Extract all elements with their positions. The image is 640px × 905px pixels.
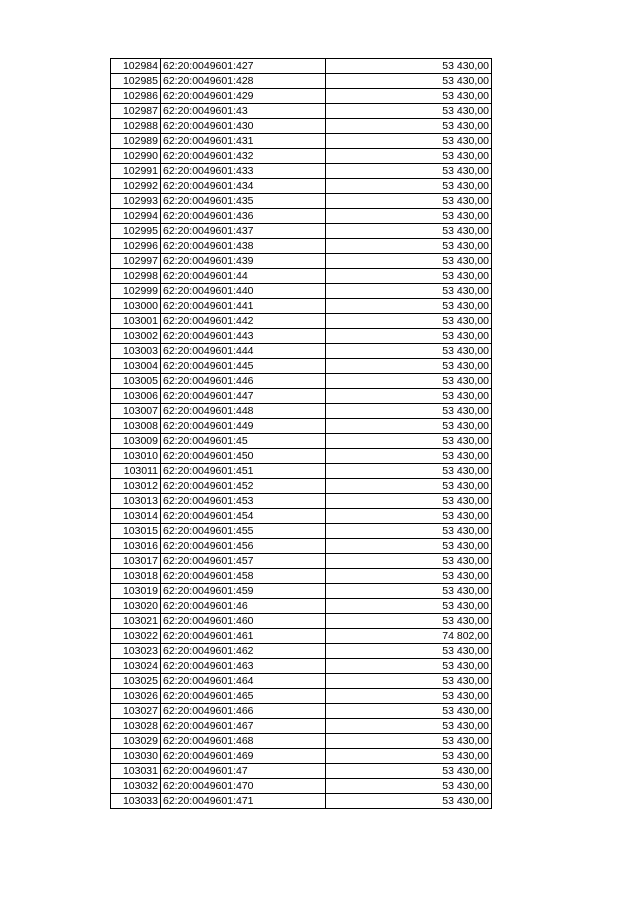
cadastral-value-cell: 53 430,00 <box>326 689 492 704</box>
row-id-cell: 103021 <box>111 614 161 629</box>
cadastral-number-cell: 62:20:0049601:465 <box>161 689 326 704</box>
cadastral-number-cell: 62:20:0049601:442 <box>161 314 326 329</box>
cadastral-value-cell: 53 430,00 <box>326 374 492 389</box>
cadastral-number-cell: 62:20:0049601:438 <box>161 239 326 254</box>
cadastral-number-cell: 62:20:0049601:447 <box>161 389 326 404</box>
table-row <box>111 359 492 374</box>
row-id-cell: 103006 <box>111 389 161 404</box>
row-id-cell: 102990 <box>111 149 161 164</box>
table-row <box>111 119 492 134</box>
row-id-cell: 102996 <box>111 239 161 254</box>
cadastral-number-cell: 62:20:0049601:461 <box>161 629 326 644</box>
cadastral-number-cell: 62:20:0049601:467 <box>161 719 326 734</box>
cadastral-value-cell: 53 430,00 <box>326 704 492 719</box>
cadastral-value-cell: 53 430,00 <box>326 404 492 419</box>
table-row <box>111 749 492 764</box>
table-row <box>111 374 492 389</box>
row-id-cell: 103011 <box>111 464 161 479</box>
cadastral-number-cell: 62:20:0049601:47 <box>161 764 326 779</box>
cadastral-value-cell: 53 430,00 <box>326 779 492 794</box>
table-row <box>111 614 492 629</box>
row-id-cell: 103017 <box>111 554 161 569</box>
row-id-cell: 103001 <box>111 314 161 329</box>
cadastral-value-cell: 53 430,00 <box>326 284 492 299</box>
table-row <box>111 434 492 449</box>
cadastral-number-cell: 62:20:0049601:441 <box>161 299 326 314</box>
table-row <box>111 794 492 809</box>
row-id-cell: 102987 <box>111 104 161 119</box>
table-row <box>111 689 492 704</box>
cadastral-number-cell: 62:20:0049601:430 <box>161 119 326 134</box>
table-row <box>111 389 492 404</box>
cadastral-number-cell: 62:20:0049601:455 <box>161 524 326 539</box>
cadastral-value-cell: 53 430,00 <box>326 764 492 779</box>
document-page <box>110 58 492 809</box>
cadastral-number-cell: 62:20:0049601:444 <box>161 344 326 359</box>
cadastral-number-cell: 62:20:0049601:471 <box>161 794 326 809</box>
cadastral-value-cell: 53 430,00 <box>326 539 492 554</box>
cadastral-value-cell: 53 430,00 <box>326 134 492 149</box>
cadastral-value-cell: 53 430,00 <box>326 524 492 539</box>
row-id-cell: 102998 <box>111 269 161 284</box>
row-id-cell: 103028 <box>111 719 161 734</box>
cadastral-number-cell: 62:20:0049601:453 <box>161 494 326 509</box>
cadastral-number-cell: 62:20:0049601:427 <box>161 59 326 74</box>
cadastral-number-cell: 62:20:0049601:450 <box>161 449 326 464</box>
cadastral-value-cell: 53 430,00 <box>326 449 492 464</box>
row-id-cell: 103003 <box>111 344 161 359</box>
cadastral-number-cell: 62:20:0049601:46 <box>161 599 326 614</box>
cadastral-number-cell: 62:20:0049601:432 <box>161 149 326 164</box>
cadastral-number-cell: 62:20:0049601:463 <box>161 659 326 674</box>
cadastral-value-cell: 53 430,00 <box>326 254 492 269</box>
cadastral-number-cell: 62:20:0049601:439 <box>161 254 326 269</box>
cadastral-value-cell: 53 430,00 <box>326 164 492 179</box>
table-row <box>111 269 492 284</box>
cadastral-number-cell: 62:20:0049601:452 <box>161 479 326 494</box>
row-id-cell: 103015 <box>111 524 161 539</box>
table-row <box>111 644 492 659</box>
row-id-cell: 103008 <box>111 419 161 434</box>
cadastral-number-cell: 62:20:0049601:469 <box>161 749 326 764</box>
row-id-cell: 102984 <box>111 59 161 74</box>
row-id-cell: 103022 <box>111 629 161 644</box>
cadastral-value-cell: 53 430,00 <box>326 614 492 629</box>
row-id-cell: 103007 <box>111 404 161 419</box>
row-id-cell: 102992 <box>111 179 161 194</box>
cadastral-number-cell: 62:20:0049601:446 <box>161 374 326 389</box>
table-row <box>111 179 492 194</box>
row-id-cell: 103031 <box>111 764 161 779</box>
table-row <box>111 584 492 599</box>
cadastral-number-cell: 62:20:0049601:449 <box>161 419 326 434</box>
row-id-cell: 103025 <box>111 674 161 689</box>
cadastral-number-cell: 62:20:0049601:468 <box>161 734 326 749</box>
row-id-cell: 103023 <box>111 644 161 659</box>
row-id-cell: 103027 <box>111 704 161 719</box>
cadastral-value-cell: 53 430,00 <box>326 224 492 239</box>
table-row <box>111 194 492 209</box>
cadastral-value-cell: 53 430,00 <box>326 434 492 449</box>
cadastral-value-cell: 53 430,00 <box>326 329 492 344</box>
cadastral-number-cell: 62:20:0049601:454 <box>161 509 326 524</box>
row-id-cell: 102985 <box>111 74 161 89</box>
table-row <box>111 239 492 254</box>
table-row <box>111 134 492 149</box>
table-row <box>111 509 492 524</box>
cadastral-value-cell: 53 430,00 <box>326 89 492 104</box>
table-row <box>111 659 492 674</box>
cadastral-value-cell: 53 430,00 <box>326 389 492 404</box>
row-id-cell: 103018 <box>111 569 161 584</box>
cadastral-value-cell: 53 430,00 <box>326 734 492 749</box>
table-row <box>111 329 492 344</box>
cadastral-number-cell: 62:20:0049601:436 <box>161 209 326 224</box>
row-id-cell: 102988 <box>111 119 161 134</box>
cadastral-number-cell: 62:20:0049601:466 <box>161 704 326 719</box>
cadastral-number-cell: 62:20:0049601:45 <box>161 434 326 449</box>
table-row <box>111 149 492 164</box>
cadastral-value-cell: 53 430,00 <box>326 104 492 119</box>
table-row <box>111 74 492 89</box>
table-row <box>111 419 492 434</box>
table-row <box>111 104 492 119</box>
table-row <box>111 479 492 494</box>
table-row <box>111 59 492 74</box>
row-id-cell: 102997 <box>111 254 161 269</box>
table-row <box>111 629 492 644</box>
row-id-cell: 103020 <box>111 599 161 614</box>
row-id-cell: 103000 <box>111 299 161 314</box>
row-id-cell: 102989 <box>111 134 161 149</box>
table-row <box>111 404 492 419</box>
row-id-cell: 103030 <box>111 749 161 764</box>
table-row <box>111 164 492 179</box>
cadastral-value-cell: 53 430,00 <box>326 269 492 284</box>
cadastral-value-cell: 53 430,00 <box>326 554 492 569</box>
table-row <box>111 524 492 539</box>
cadastral-value-cell: 53 430,00 <box>326 119 492 134</box>
row-id-cell: 103005 <box>111 374 161 389</box>
row-id-cell: 103014 <box>111 509 161 524</box>
row-id-cell: 103024 <box>111 659 161 674</box>
row-id-cell: 102999 <box>111 284 161 299</box>
cadastral-number-cell: 62:20:0049601:437 <box>161 224 326 239</box>
cadastral-value-cell: 53 430,00 <box>326 479 492 494</box>
cadastral-number-cell: 62:20:0049601:429 <box>161 89 326 104</box>
cadastral-value-cell: 53 430,00 <box>326 359 492 374</box>
table-row <box>111 299 492 314</box>
cadastral-number-cell: 62:20:0049601:457 <box>161 554 326 569</box>
cadastral-value-cell: 53 430,00 <box>326 569 492 584</box>
cadastral-value-cell: 53 430,00 <box>326 194 492 209</box>
cadastral-value-cell: 53 430,00 <box>326 74 492 89</box>
cadastral-number-cell: 62:20:0049601:462 <box>161 644 326 659</box>
row-id-cell: 102986 <box>111 89 161 104</box>
cadastral-value-cell: 53 430,00 <box>326 464 492 479</box>
row-id-cell: 103029 <box>111 734 161 749</box>
table-row <box>111 254 492 269</box>
row-id-cell: 103016 <box>111 539 161 554</box>
cadastral-value-cell: 53 430,00 <box>326 749 492 764</box>
table-row <box>111 209 492 224</box>
cadastral-value-cell: 53 430,00 <box>326 209 492 224</box>
cadastral-value-cell: 53 430,00 <box>326 419 492 434</box>
cadastral-number-cell: 62:20:0049601:43 <box>161 104 326 119</box>
row-id-cell: 103026 <box>111 689 161 704</box>
cadastral-number-cell: 62:20:0049601:448 <box>161 404 326 419</box>
cadastral-number-cell: 62:20:0049601:434 <box>161 179 326 194</box>
row-id-cell: 103032 <box>111 779 161 794</box>
cadastral-value-cell: 53 430,00 <box>326 494 492 509</box>
row-id-cell: 103033 <box>111 794 161 809</box>
cadastral-number-cell: 62:20:0049601:435 <box>161 194 326 209</box>
cadastral-value-cell: 53 430,00 <box>326 584 492 599</box>
cadastral-value-cell: 53 430,00 <box>326 299 492 314</box>
cadastral-value-cell: 53 430,00 <box>326 314 492 329</box>
table-body <box>111 59 492 809</box>
cadastral-number-cell: 62:20:0049601:464 <box>161 674 326 689</box>
table-row <box>111 224 492 239</box>
row-id-cell: 102993 <box>111 194 161 209</box>
table-row <box>111 599 492 614</box>
cadastral-value-cell: 53 430,00 <box>326 644 492 659</box>
cadastral-value-cell: 53 430,00 <box>326 599 492 614</box>
cadastral-value-cell: 53 430,00 <box>326 659 492 674</box>
cadastral-value-cell: 53 430,00 <box>326 509 492 524</box>
cadastral-number-cell: 62:20:0049601:459 <box>161 584 326 599</box>
row-id-cell: 102995 <box>111 224 161 239</box>
table-row <box>111 284 492 299</box>
table-row <box>111 764 492 779</box>
table-row <box>111 734 492 749</box>
row-id-cell: 103002 <box>111 329 161 344</box>
row-id-cell: 103010 <box>111 449 161 464</box>
row-id-cell: 102991 <box>111 164 161 179</box>
table-row <box>111 494 492 509</box>
cadastral-number-cell: 62:20:0049601:428 <box>161 74 326 89</box>
cadastral-number-cell: 62:20:0049601:443 <box>161 329 326 344</box>
table-row <box>111 464 492 479</box>
cadastral-value-cell: 53 430,00 <box>326 344 492 359</box>
table-row <box>111 344 492 359</box>
cadastral-number-cell: 62:20:0049601:44 <box>161 269 326 284</box>
table-row <box>111 779 492 794</box>
cadastral-number-cell: 62:20:0049601:440 <box>161 284 326 299</box>
table-row <box>111 569 492 584</box>
cadastral-value-table <box>110 58 492 809</box>
row-id-cell: 103009 <box>111 434 161 449</box>
row-id-cell: 103004 <box>111 359 161 374</box>
cadastral-number-cell: 62:20:0049601:470 <box>161 779 326 794</box>
cadastral-number-cell: 62:20:0049601:451 <box>161 464 326 479</box>
table-row <box>111 314 492 329</box>
cadastral-number-cell: 62:20:0049601:458 <box>161 569 326 584</box>
table-row <box>111 554 492 569</box>
cadastral-value-cell: 53 430,00 <box>326 239 492 254</box>
cadastral-number-cell: 62:20:0049601:445 <box>161 359 326 374</box>
table-row <box>111 704 492 719</box>
cadastral-number-cell: 62:20:0049601:456 <box>161 539 326 554</box>
table-row <box>111 719 492 734</box>
table-row <box>111 89 492 104</box>
row-id-cell: 102994 <box>111 209 161 224</box>
cadastral-value-cell: 53 430,00 <box>326 674 492 689</box>
cadastral-value-cell: 53 430,00 <box>326 719 492 734</box>
table-row <box>111 539 492 554</box>
cadastral-value-cell: 53 430,00 <box>326 794 492 809</box>
table-row <box>111 449 492 464</box>
row-id-cell: 103019 <box>111 584 161 599</box>
cadastral-value-cell: 53 430,00 <box>326 59 492 74</box>
row-id-cell: 103012 <box>111 479 161 494</box>
cadastral-value-cell: 74 802,00 <box>326 629 492 644</box>
cadastral-value-cell: 53 430,00 <box>326 149 492 164</box>
cadastral-value-cell: 53 430,00 <box>326 179 492 194</box>
cadastral-number-cell: 62:20:0049601:431 <box>161 134 326 149</box>
table-row <box>111 674 492 689</box>
cadastral-number-cell: 62:20:0049601:460 <box>161 614 326 629</box>
row-id-cell: 103013 <box>111 494 161 509</box>
cadastral-number-cell: 62:20:0049601:433 <box>161 164 326 179</box>
